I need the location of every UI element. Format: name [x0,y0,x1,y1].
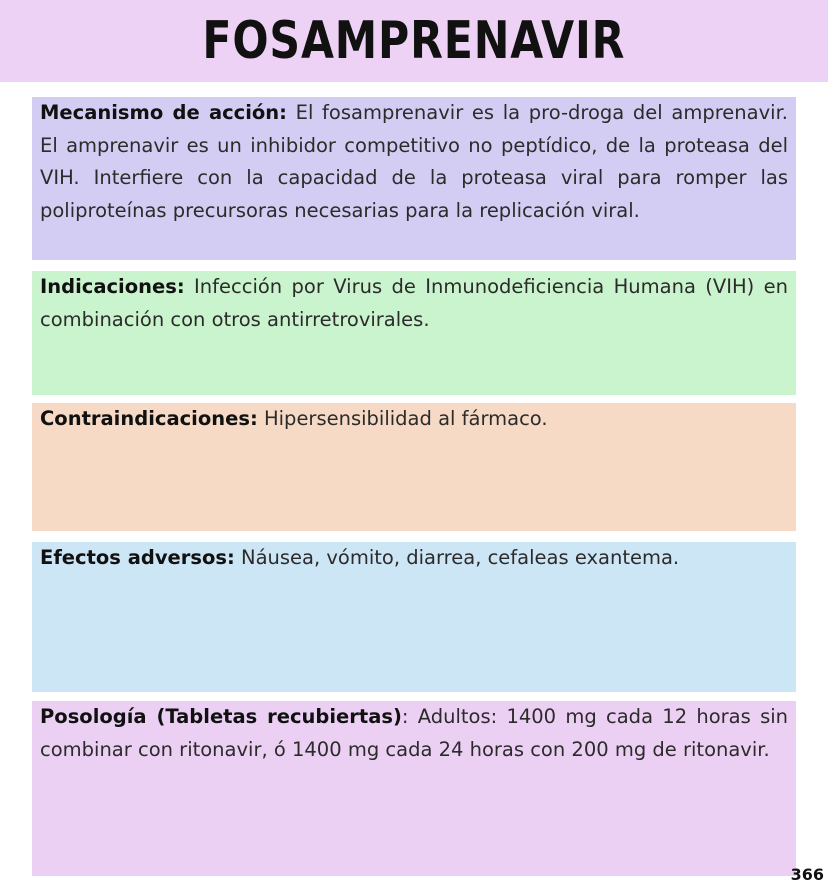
dosage-text: : Adultos: 1400 mg cada 12 horas sin combinar con ritonavir, ó 1400 mg cada 24 horas con 200 mg de ritonavir. [40,705,789,761]
indications-section [32,271,796,395]
mechanism-text: El fosamprenavir es la pro-droga del amprenavir. El amprenavir es un inhibidor competitivo no peptídico, de la proteasa del VIH. Interfiere con la capacidad de la proteasa viral para romper las poliproteínas precursoras necesarias para la replicación viral. [40,101,788,222]
title-banner [0,0,828,82]
contraindications-heading: Contraindicaciones: [40,407,258,430]
page-title: FOSAMPRENAVIR [202,11,626,71]
adverse-effects-heading: Efectos adversos: [40,546,235,569]
contraindications-text: Hipersensibilidad al fármaco. [257,407,548,430]
dosage-heading: Posología (Tabletas recubiertas) [40,705,402,728]
contraindications-section [32,403,796,531]
dosage-section [32,701,796,876]
adverse-effects-text: Náusea, vómito, diarrea, cefaleas exantema. [234,546,680,569]
adverse-effects-section [32,542,796,692]
indications-heading: Indicaciones: [40,275,185,298]
indications-text: Infección por Virus de Inmunodeficiencia Humana (VIH) en combinación con otros antirretrovirales. [40,275,788,331]
mechanism-section [32,97,796,260]
mechanism-heading: Mecanismo de acción: [40,101,287,124]
page-number: 366 [790,865,824,884]
